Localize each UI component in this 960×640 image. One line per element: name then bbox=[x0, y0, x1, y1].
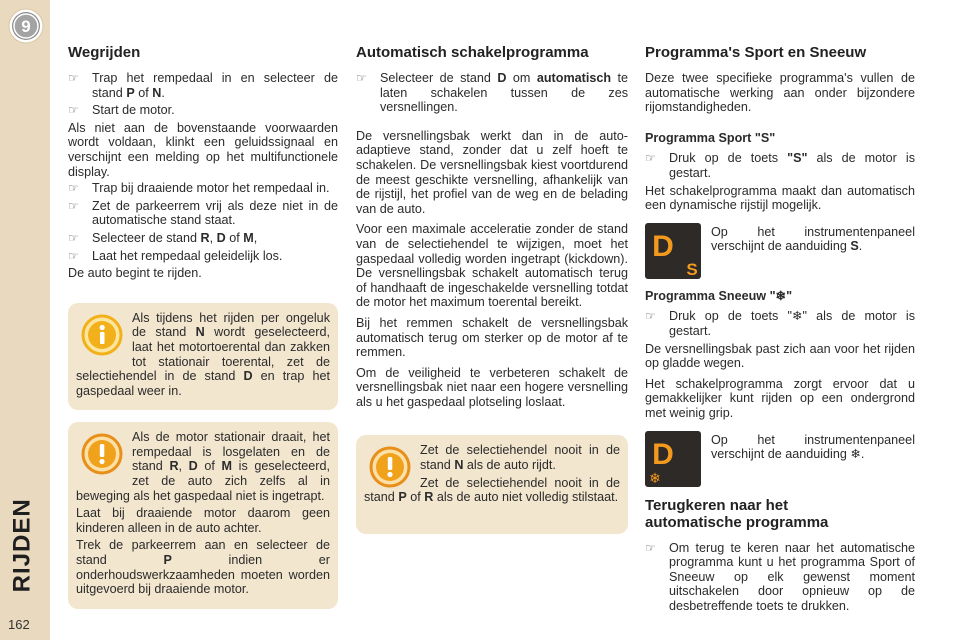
column-wegrijden bbox=[68, 44, 338, 609]
snow-display-row bbox=[645, 431, 915, 487]
sport-display-row bbox=[645, 223, 915, 279]
snow-subtitle: Programma Sneeuw "❄" bbox=[645, 288, 793, 303]
return-bullet bbox=[645, 541, 915, 614]
bullet-item: ☞ Start de motor. bbox=[68, 103, 338, 118]
section-title-automatisch: Automatisch schakelprogramma bbox=[356, 44, 589, 61]
paragraph: Zet de selectiehendel nooit in de stand P of R als de auto niet volledig stilstaat. bbox=[364, 475, 620, 505]
svg-text:❄: ❄ bbox=[649, 470, 661, 487]
info-box bbox=[68, 303, 338, 411]
snow-text-2: Het schakelprogramma zorgt ervoor dat u gemakkelijker kunt rijden op een ondergrond met weinig grip. bbox=[645, 376, 915, 420]
page-number: 162 bbox=[8, 617, 30, 632]
snow-display-text bbox=[711, 431, 915, 464]
bullet-item: ☞ Laat het rempedaal geleidelijk los. bbox=[68, 249, 338, 264]
bullet-item: ☞ Zet de parkeerrem vrij als deze niet in de automatische stand staat. bbox=[68, 199, 338, 228]
paragraph: Trek de parkeerrem aan en selecteer de stand P indien er onderhoudswerkzaamheden moeten worden uitgevoerd bij draaiende motor. bbox=[76, 538, 330, 597]
paragraph: Als de motor stationair draait, het rempedaal is losgelaten en de stand R, D of M is geselecteerd, zet de auto zich zelfs al in beweging als het gaspedaal niet is ingetrapt. bbox=[76, 430, 330, 503]
paragraph: Op het instrumentenpaneel verschijnt de aanduiding ❄. bbox=[711, 432, 915, 462]
snow-text-1: De versnellingsbak past zich aan voor het rijden op gladde wegen. bbox=[645, 341, 915, 371]
paragraph: De auto begint te rijden. bbox=[68, 266, 202, 281]
paragraph: Bij het remmen schakelt de versnellingsbak automatisch terug om sterker op de motor af te remmen. bbox=[356, 315, 628, 360]
sport-text: Het schakelprogramma maakt dan automatisch een dynamische rijstijl mogelijk. bbox=[645, 183, 915, 213]
chapter-number: 9 bbox=[21, 17, 31, 36]
info-icon bbox=[80, 313, 124, 357]
paragraph: Voor een maximale acceleratie zonder de stand van de selectiehendel te wijzigen, moet het gaspedaal volledig worden ingetrapt (kickdown). De versnellingsbak schakelt automatisch terug of handhaaft de ingeschakelde versnelling totdat de motor het maximum toerental bereikt. bbox=[356, 222, 628, 310]
bullet-item: ☞ Trap bij draaiende motor het rempedaal in. bbox=[68, 181, 338, 196]
section-title-sport-sneeuw: Programma's Sport en Sneeuw bbox=[645, 44, 867, 61]
snow-mode-display-icon bbox=[645, 431, 701, 487]
sport-bullet bbox=[645, 151, 915, 180]
warning-box bbox=[68, 422, 338, 609]
paragraph: Laat bij draaiende motor daarom geen kinderen alleen in de auto achter. bbox=[76, 506, 330, 535]
intro-text: Deze twee specifieke programma's vullen de automatische werking aan onder bijzondere rijomstandigheden. bbox=[645, 71, 915, 115]
section-title-wegrijden: Wegrijden bbox=[68, 44, 141, 61]
wegrijden-body bbox=[68, 71, 338, 281]
svg-text:D: D bbox=[652, 229, 674, 263]
warning-icon bbox=[368, 445, 412, 489]
paragraph: Als tijdens het rijden per ongeluk de stand N wordt geselecteerd, laat het motortoerental dan zakken tot stationair toerental, zet de selectiehendel in de stand D en trap het gaspedaal weer in. bbox=[76, 310, 330, 398]
bullet-item: ☞ Selecteer de stand D om automatisch te laten schakelen tussen de zes versnellingen. bbox=[356, 71, 628, 115]
sport-subtitle: Programma Sport "S" bbox=[645, 130, 776, 145]
bullet-item: ☞ Druk op de toets "S" als de motor is gestart. bbox=[645, 151, 915, 180]
section-tab: RIJDEN bbox=[8, 497, 36, 593]
paragraph: Als niet aan de bovenstaande voorwaarden wordt voldaan, klinkt een geluidssignaal en verschijnt een melding op het multifunctionele display. bbox=[68, 120, 338, 179]
warning-box-2 bbox=[356, 435, 628, 533]
sport-display-text bbox=[711, 223, 915, 256]
chapter-number-icon bbox=[8, 8, 44, 44]
sport-mode-display-icon bbox=[645, 223, 701, 279]
paragraph: Om de veiligheid te verbeteren schakelt de versnellingsbak niet naar een hogere versnelling als u het gaspedaal plotseling loslaat. bbox=[356, 365, 628, 409]
bullet-item: ☞ Selecteer de stand R, D of M, bbox=[68, 231, 338, 246]
warning-icon bbox=[80, 432, 124, 476]
column-sport-sneeuw bbox=[645, 44, 915, 616]
bullet-item: ☞ Trap het rempedaal in en selecteer de stand P of N. bbox=[68, 71, 338, 100]
paragraph: Op het instrumentenpaneel verschijnt de aanduiding S. bbox=[711, 224, 915, 254]
paragraph: Zet de selectiehendel nooit in de stand N als de auto rijdt. bbox=[420, 443, 620, 473]
column-automatisch bbox=[356, 44, 628, 534]
automatisch-body bbox=[356, 71, 628, 409]
chapter-sidebar bbox=[0, 0, 50, 640]
snow-bullet bbox=[645, 309, 915, 338]
bullet-item: ☞ Om terug te keren naar het automatische programma kunt u het programma Sport of Sneeuw op elk gewenst moment uitschakelen door opnieuw op de desbetreffende toets te drukken. bbox=[645, 541, 915, 614]
bullet-item: ☞ Druk op de toets "❄" als de motor is gestart. bbox=[645, 309, 915, 338]
paragraph: De versnellingsbak werkt dan in de auto-adaptieve stand, zonder dat u zelf hoeft te schakelen. De versnellingsbak kiest voortdurend de meest geschikte versnelling, afhankelijk van de rijstijl, het profiel van de weg en de belading van de auto. bbox=[356, 128, 628, 216]
svg-text:D: D bbox=[652, 437, 674, 471]
svg-text:S: S bbox=[686, 259, 698, 279]
section-title-terugkeren: Terugkeren naar het automatische programma bbox=[645, 496, 829, 531]
